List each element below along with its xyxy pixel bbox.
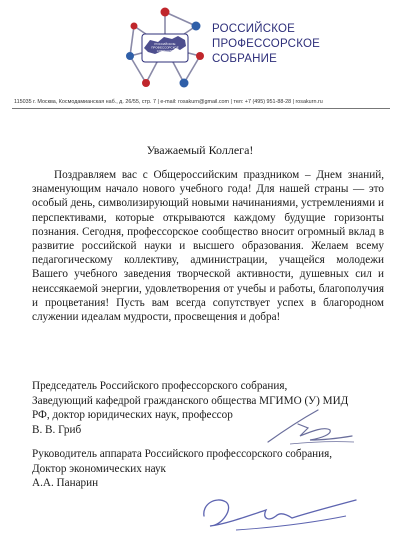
signature-line: Заведующий кафедрой гражданского общества МГИМО (У) МИД xyxy=(32,394,349,407)
logo-text: РОССИЙСКОЕ ПРОФЕССОРСКОЕ СОБРАНИЕ xyxy=(151,42,179,53)
signature-block-head-of-staff xyxy=(32,447,392,491)
signature-line: Председатель Российского профессорского собрания, xyxy=(32,380,288,392)
organization-name-line: СОБРАНИЕ xyxy=(212,53,277,65)
contact-info: 115035 г. Москва, Космодамианская наб., д. 26/55, стр. 7 | e-mail: rosakurn@gmail.com | тел: +7 (495) 951-88-28 | rosakurn.ru xyxy=(14,99,323,105)
header-divider xyxy=(12,108,390,109)
signature-line: Руководитель аппарата Российского профессорского собрания, xyxy=(32,448,333,460)
letter-greeting: Уважаемый Коллега! xyxy=(146,143,254,157)
handwritten-signature-grib xyxy=(260,402,360,450)
signatory-name: А.А. Панарин xyxy=(32,477,99,490)
signature-line: РФ, доктор юридических наук, профессор xyxy=(32,409,233,422)
letter-body-paragraph: Поздравляем вас с Общероссийским праздником – Днем знаний, знаменующим начало нового учебного года! Для нашей страны — это особый день, символизирующий новыми начинаниями, устремлениями и перспективами, которые открываются каждому будущие горизонты познания. Сегодня, профессорское сообщество вносит огромный вклад в развитие российской науки и высшего образования. Желаем всему педагогическому коллективу, администрации, учащейся молодежи Вашего учебного заведения творческой активности, душевных сил и неиссякаемой энергии, удовлетворения от учебы и работы, благополучия и процветания! Пусть вам всегда сопутствует успех в благородном служении идеалам мудрости, просвещения и добра! xyxy=(32,169,384,324)
organization-name-line: РОССИЙСКОЕ xyxy=(212,23,295,35)
organization-logo xyxy=(122,4,208,90)
signature-line: Доктор экономических наук xyxy=(32,462,166,475)
organization-name-line: ПРОФЕССОРСКОЕ xyxy=(212,38,320,50)
signatory-name: В. В. Гриб xyxy=(32,423,82,436)
letter-body xyxy=(32,168,384,324)
handwritten-signature-panarin xyxy=(196,486,366,538)
organization-name xyxy=(212,22,372,67)
